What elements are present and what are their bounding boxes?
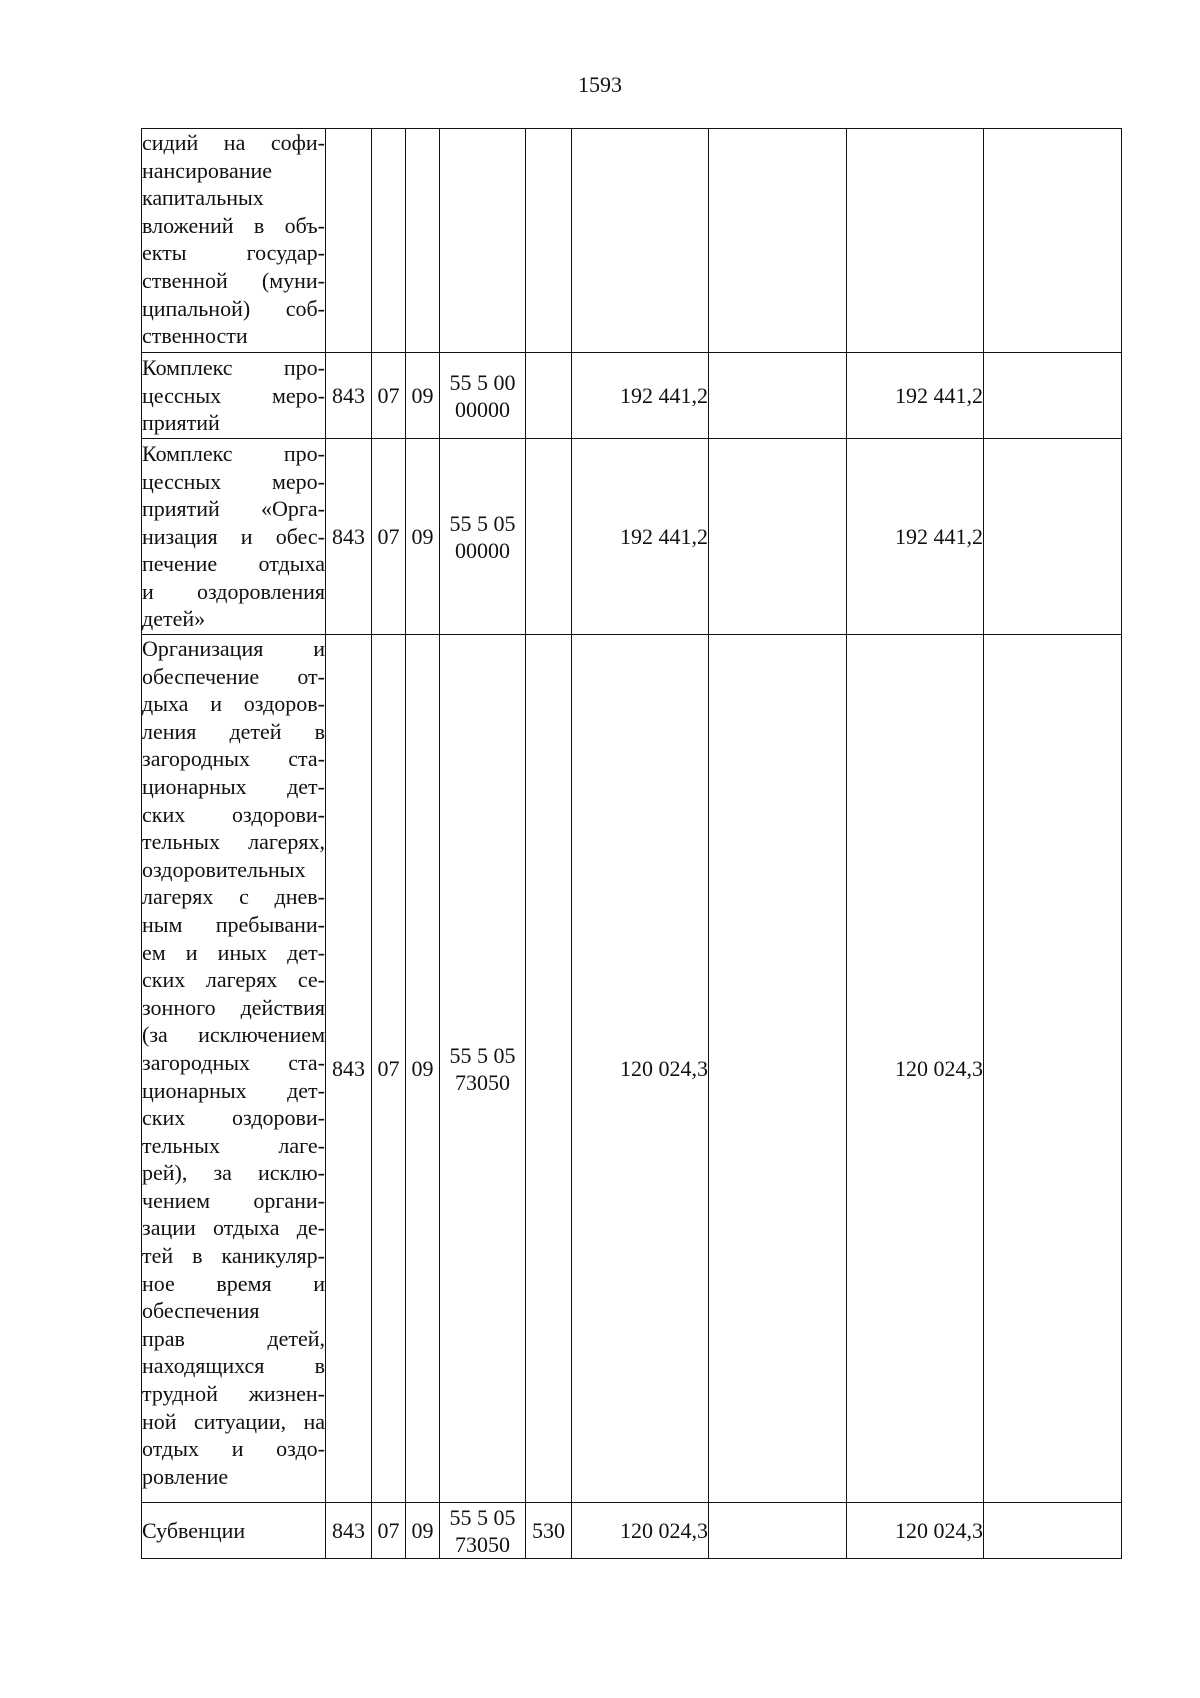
row-name-line: тельных лаге- xyxy=(142,1132,325,1158)
subsection-code-cell xyxy=(406,129,440,353)
row-name-line: ственной (муни- xyxy=(142,267,325,293)
row-name-line: ным пребывани- xyxy=(142,911,325,937)
row-name-line: чением органи- xyxy=(142,1187,325,1213)
grbs-code-cell: 843 xyxy=(326,439,372,635)
amount-col4-cell xyxy=(984,353,1122,439)
row-name-line: и оздоровления xyxy=(142,578,325,604)
section-code-cell: 07 xyxy=(372,353,406,439)
section-code-cell xyxy=(372,129,406,353)
amount-col2-cell xyxy=(709,439,847,635)
row-name-line: загородных ста- xyxy=(142,746,325,772)
row-name-line: ления детей в xyxy=(142,718,325,744)
subsection-code-cell: 09 xyxy=(406,353,440,439)
row-name-line: обеспечение от- xyxy=(142,663,325,689)
row-name-line: тей в каникуляр- xyxy=(142,1243,325,1269)
row-name-line: цессных меро- xyxy=(142,468,325,494)
row-name-cell xyxy=(142,353,326,439)
amount-col4-cell xyxy=(984,1503,1122,1559)
grbs-code-cell: 843 xyxy=(326,353,372,439)
section-code-cell: 07 xyxy=(372,1503,406,1559)
row-name-line: приятий «Орга- xyxy=(142,496,325,522)
table-row xyxy=(142,353,1122,439)
grbs-code-cell: 843 xyxy=(326,1503,372,1559)
amount-col4-cell xyxy=(984,129,1122,353)
row-name-line: ских оздорови- xyxy=(142,1105,325,1131)
table-body xyxy=(142,129,1122,1559)
target-article-code-cell: 55 5 00 00000 xyxy=(440,353,526,439)
grbs-code-cell: 843 xyxy=(326,635,372,1503)
amount-total-cell: 192 441,2 xyxy=(572,439,709,635)
row-name-line: капитальных xyxy=(142,185,264,211)
expense-type-code-cell: 530 xyxy=(526,1503,572,1559)
row-name-cell xyxy=(142,635,326,1503)
row-name-line: ровление xyxy=(142,1463,229,1489)
row-name-line: находящихся в xyxy=(142,1353,325,1379)
row-name-line: зации отдыха де- xyxy=(142,1215,325,1241)
row-name-line: ципальной) соб- xyxy=(142,295,325,321)
subsection-code-cell: 09 xyxy=(406,439,440,635)
subsection-code-cell: 09 xyxy=(406,1503,440,1559)
row-name-line: детей» xyxy=(142,606,206,632)
row-name-line: ное время и xyxy=(142,1270,325,1296)
target-article-code-cell: 55 5 05 73050 xyxy=(440,635,526,1503)
row-name-line: (за исключением xyxy=(142,1022,325,1048)
row-name-line: нансирование xyxy=(142,157,273,183)
amount-col3-cell: 192 441,2 xyxy=(847,353,984,439)
expense-type-code-cell xyxy=(526,129,572,353)
row-name-line: Комплекс про- xyxy=(142,355,325,381)
expense-type-code-cell xyxy=(526,353,572,439)
table-row xyxy=(142,129,1122,353)
row-name-line: низация и обес- xyxy=(142,523,325,549)
row-name-line: обеспечения xyxy=(142,1298,260,1324)
row-name-line: приятий xyxy=(142,410,220,436)
amount-col3-cell: 192 441,2 xyxy=(847,439,984,635)
row-name-line: оздоровительных xyxy=(142,856,306,882)
row-name-line: дыха и оздоров- xyxy=(142,691,325,717)
amount-total-cell: 120 024,3 xyxy=(572,635,709,1503)
row-name-line: сидий на софи- xyxy=(142,130,325,155)
table-row xyxy=(142,635,1122,1503)
row-name-cell xyxy=(142,1503,326,1559)
amount-col3-cell xyxy=(847,129,984,353)
budget-table xyxy=(141,128,1122,1559)
row-name-cell xyxy=(142,129,326,353)
page-number: 1593 xyxy=(578,72,622,97)
row-name-line: ских оздорови- xyxy=(142,801,325,827)
amount-col3-cell: 120 024,3 xyxy=(847,635,984,1503)
amount-col3-cell: 120 024,3 xyxy=(847,1503,984,1559)
amount-col2-cell xyxy=(709,129,847,353)
row-name-line: ем и иных дет- xyxy=(142,939,325,965)
section-code-cell: 07 xyxy=(372,439,406,635)
row-name-line: загородных ста- xyxy=(142,1049,325,1075)
row-name-line: зонного действия xyxy=(142,994,325,1020)
amount-col2-cell xyxy=(709,635,847,1503)
amount-total-cell xyxy=(572,129,709,353)
amount-col4-cell xyxy=(984,439,1122,635)
row-name-line: трудной жизнен- xyxy=(142,1381,325,1407)
amount-col2-cell xyxy=(709,353,847,439)
expense-type-code-cell xyxy=(526,635,572,1503)
row-name-line: печение отдыха xyxy=(142,551,325,577)
amount-col4-cell xyxy=(984,635,1122,1503)
row-name-line: отдых и оздо- xyxy=(142,1436,325,1462)
row-name-line: ских лагерях се- xyxy=(142,967,325,993)
row-name-cell xyxy=(142,439,326,635)
row-name-line: лагерях с днев- xyxy=(142,884,325,910)
expense-type-code-cell xyxy=(526,439,572,635)
row-name-line: тельных лагерях, xyxy=(142,829,325,855)
table-row xyxy=(142,439,1122,635)
row-name-line: ционарных дет- xyxy=(142,773,325,799)
row-name-line: Комплекс про- xyxy=(142,440,325,466)
row-name-line: цессных меро- xyxy=(142,382,325,408)
row-name-line: ционарных дет- xyxy=(142,1077,325,1103)
row-name-line: прав детей, xyxy=(142,1325,325,1351)
target-article-code-cell xyxy=(440,129,526,353)
grbs-code-cell xyxy=(326,129,372,353)
row-name-line: Субвенции xyxy=(142,1517,246,1543)
amount-col2-cell xyxy=(709,1503,847,1559)
row-name-line: Организация и xyxy=(142,636,325,661)
section-code-cell: 07 xyxy=(372,635,406,1503)
row-name-line: вложений в объ- xyxy=(142,212,325,238)
table-row xyxy=(142,1503,1122,1559)
row-name-line: екты государ- xyxy=(142,240,325,266)
target-article-code-cell: 55 5 05 73050 xyxy=(440,1503,526,1559)
row-name-line: рей), за исклю- xyxy=(142,1160,325,1186)
amount-total-cell: 120 024,3 xyxy=(572,1503,709,1559)
row-name-line: ной ситуации, на xyxy=(142,1408,325,1434)
subsection-code-cell: 09 xyxy=(406,635,440,1503)
row-name-line: ственности xyxy=(142,323,248,349)
amount-total-cell: 192 441,2 xyxy=(572,353,709,439)
target-article-code-cell: 55 5 05 00000 xyxy=(440,439,526,635)
